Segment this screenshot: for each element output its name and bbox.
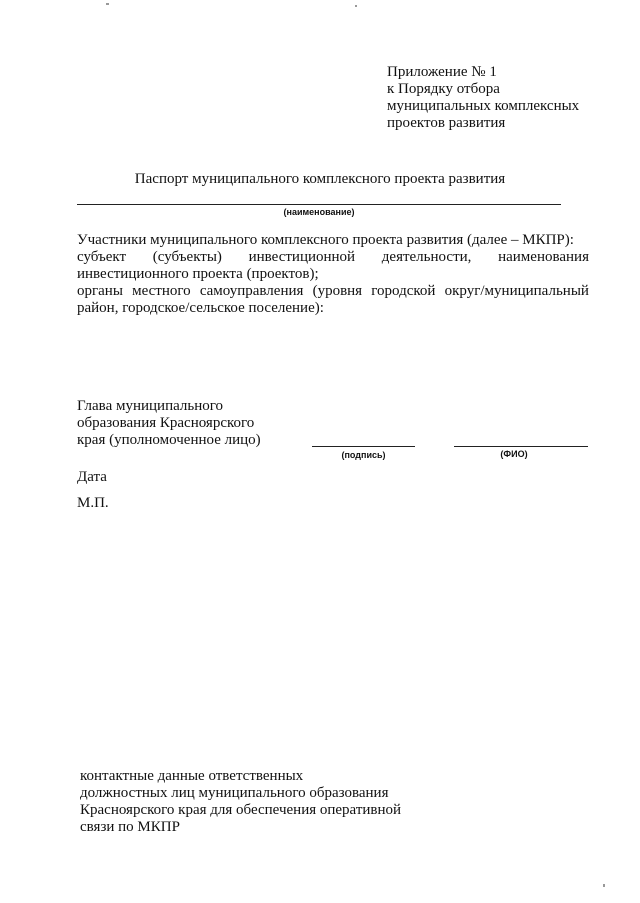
- appendix-header: [387, 64, 617, 132]
- word: городской: [371, 283, 436, 299]
- fio-line: [454, 446, 588, 447]
- word: органы: [77, 283, 123, 299]
- scan-speck: [603, 884, 605, 887]
- signature-caption: (подпись): [341, 450, 386, 460]
- name-caption: (наименование): [283, 207, 355, 217]
- participants-settlement-line: район, городское/сельское поселение):: [77, 300, 324, 316]
- contacts-line: связи по МКПР: [80, 819, 180, 835]
- participants-heading: Участники муниципального комплексного проекта развития (далее – МКПР):: [77, 232, 574, 248]
- participants-section: [77, 232, 589, 317]
- appendix-line: Приложение № 1: [387, 64, 497, 80]
- word: самоуправления: [199, 283, 304, 299]
- participants-subject-line: [77, 249, 589, 266]
- name-underline: [77, 204, 561, 205]
- contacts-section: [80, 768, 440, 836]
- appendix-line: муниципальных комплексных: [387, 98, 580, 114]
- word: инвестиционной: [248, 249, 356, 265]
- date-label: Дата: [77, 469, 107, 485]
- word: (уровня: [312, 283, 363, 299]
- head-of-municipality: [77, 398, 307, 449]
- appendix-line: к Порядку отбора: [387, 81, 500, 97]
- participants-authorities-line: [77, 283, 589, 300]
- word: (субъекты): [152, 249, 222, 265]
- participants-project-line: инвестиционного проекта (проектов);: [77, 266, 319, 282]
- stamp-label: М.П.: [77, 495, 109, 511]
- word: деятельности,: [381, 249, 472, 265]
- word: субъект: [77, 249, 127, 265]
- head-line: края (уполномоченное лицо): [77, 432, 261, 448]
- contacts-line: Красноярского края для обеспечения оперативной: [80, 802, 402, 818]
- word: наименования: [498, 249, 589, 265]
- head-line: образования Красноярского: [77, 415, 255, 431]
- scan-speck: [106, 3, 109, 5]
- word: округ/муниципальный: [444, 283, 589, 299]
- contacts-line: должностных лиц муниципального образования: [80, 785, 389, 801]
- head-line: Глава муниципального: [77, 398, 224, 414]
- scan-speck: [355, 5, 357, 7]
- word: местного: [132, 283, 191, 299]
- appendix-line: проектов развития: [387, 115, 506, 131]
- signature-line: [312, 446, 415, 447]
- fio-caption: (ФИО): [500, 449, 528, 459]
- document-title: Паспорт муниципального комплексного проекта развития: [134, 171, 506, 187]
- contacts-line: контактные данные ответственных: [80, 768, 304, 784]
